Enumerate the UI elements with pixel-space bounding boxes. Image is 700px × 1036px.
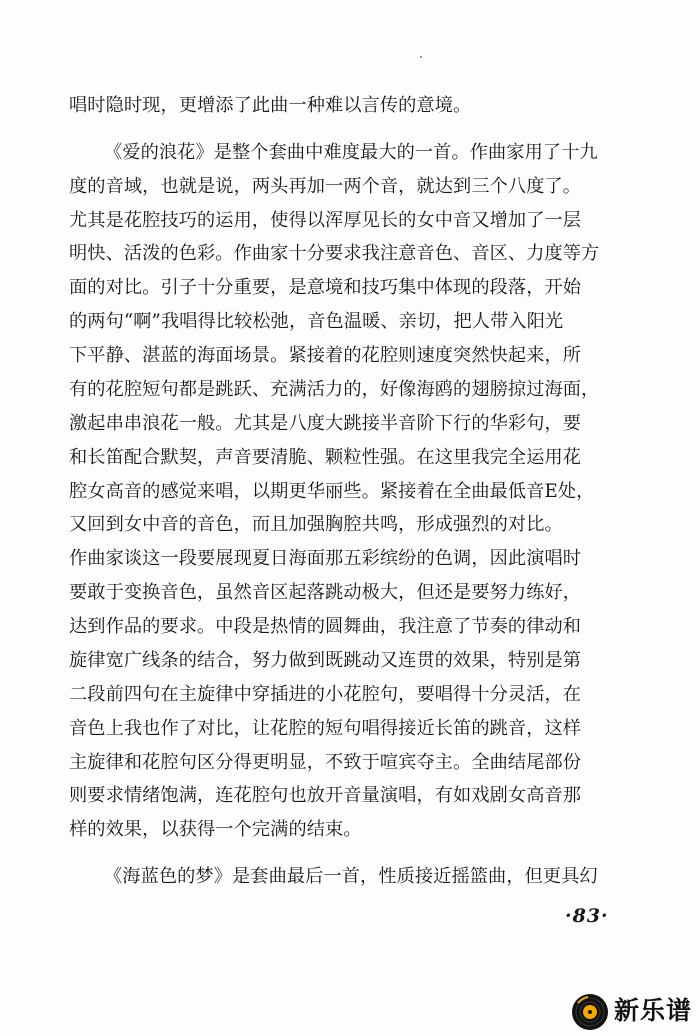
text-line: 激起串串浪花一般。尤其是八度大跳接半音阶下行的华彩句，要 [69,413,582,434]
text-line: 面的对比。引子十分重要，是意境和技巧集中体现的段落，开始 [69,277,582,298]
text-line: 达到作品的要求。中段是热情的圆舞曲，我注意了节奏的律动和 [69,616,582,637]
text-line: 明快、活泼的色彩。作曲家十分要求我注意音色、音区、力度等方 [69,243,600,264]
music-record-icon [570,992,610,1032]
text-line: 又回到女中音的音色，而且加强胸腔共鸣，形成强烈的对比。 [69,514,563,535]
text-line: 则要求情绪饱满，连花腔句也放开音量演唱，有如戏剧女高音那 [69,785,582,806]
text-line: 要敢于变换音色，虽然音区起落跳动极大，但还是要努力练好， [69,582,582,603]
text-line: 和长笛配合默契，声音要清脆、颗粒性强。在这里我完全运用花 [69,447,582,468]
text-line: 度的音域，也就是说，两头再加一两个音，就达到三个八度了。 [69,176,582,197]
scan-speck [420,56,422,58]
logo-text: 新乐谱 [614,996,693,1025]
text-line: 下平静、湛蓝的海面场景。紧接着的花腔则速度突然快起来，所 [69,345,582,366]
text-line: 音色上我也作了对比，让花腔的短句唱得接近长笛的跳音，这样 [69,718,582,739]
text-line: 有的花腔短句都是跳跃、充满活力的，好像海鸥的翅膀掠过海面， [69,379,600,400]
watermark-logo [570,992,696,1032]
text-line: 的两句“啊”我唱得比较松弛，音色温暖、亲切，把人带入阳光 [69,311,564,332]
text-line: 作曲家谈这一段要展现夏日海面那五彩缤纷的色调，因此演唱时 [69,548,582,569]
text-line: 尤其是花腔技巧的运用，使得以浑厚见长的女中音又增加了一层 [69,210,582,231]
text-line: 样的效果，以获得一个完满的结束。 [69,819,362,840]
text-line: 二段前四句在主旋律中穿插进的小花腔句，要唱得十分灵活，在 [69,684,582,705]
text-line: 腔女高音的感觉来唱，以期更华丽些。紧接着在全曲最低音E处， [69,481,595,502]
text-line: 旋律宽广线条的结合，努力做到既跳动又连贯的效果，特别是第 [69,650,582,671]
text-line: 主旋律和花腔句区分得更明显，不致于喧宾夺主。全曲结尾部份 [69,752,582,773]
page-number: ·83· [565,905,609,927]
text-line: 《海蓝色的梦》是套曲最后一首，性质接近摇篮曲，但更具幻 [104,866,598,887]
text-line: 唱时隐时现，更增添了此曲一种难以言传的意境。 [69,95,472,116]
text-line: 《爱的浪花》是整个套曲中难度最大的一首。作曲家用了十九 [104,142,598,163]
